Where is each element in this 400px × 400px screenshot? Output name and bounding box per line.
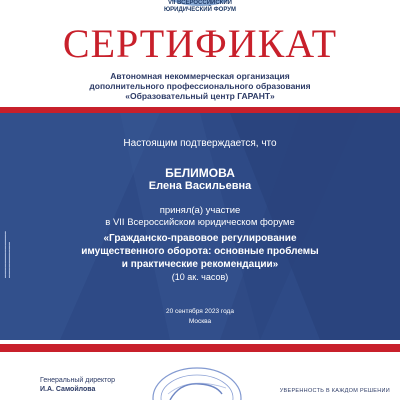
recipient-given-names: Елена Васильевна — [148, 180, 252, 192]
recipient-surname: БЕЛИМОВА — [165, 166, 235, 180]
vertical-fine-print: ▬▬▬▬▬▬▬▬▬▬▬▬▬ ▬▬▬▬▬▬▬▬▬▬ — [3, 231, 11, 278]
confirmation-text: Настоящим подтверждается, что — [123, 138, 277, 149]
organization-seal — [150, 364, 245, 400]
tricolor-stripe-top — [0, 105, 400, 113]
slogan: УВЕРЕННОСТЬ В КАЖДОМ РЕШЕНИИ — [279, 388, 390, 394]
organization-line-2: дополнительного профессионального образования — [89, 81, 311, 91]
issue-city: Москва — [188, 318, 212, 325]
forum-name-line-1: VII ВСЕРОССИЙСКИЙ — [168, 0, 232, 6]
topic-line-1: «Гражданско-правовое регулирование — [103, 233, 297, 244]
topic-line-3: и практические рекомендации» — [121, 259, 279, 270]
organization-line-3: «Образовательный центр ГАРАНТ» — [125, 91, 275, 101]
topic-line-2: имущественного оборота: основные проблемы — [81, 246, 319, 257]
director-name: И.А. Самойлова — [40, 386, 96, 393]
certificate-title: СЕРТИФИКАТ — [62, 21, 338, 66]
organization-line-1: Автономная некоммерческая организация — [110, 71, 290, 81]
issue-date: 20 сентября 2023 года — [166, 308, 234, 315]
participation-text-line-1: принял(а) участие — [159, 205, 241, 216]
forum-name-line-2: ЮРИДИЧЕСКИЙ ФОРУМ — [163, 7, 237, 13]
director-title: Генеральный директор — [40, 377, 116, 384]
tricolor-stripe-bottom — [0, 340, 400, 354]
academic-hours: (10 ак. часов) — [171, 272, 229, 282]
participation-text-line-2: в VII Всероссийском юридическом форуме — [105, 217, 295, 228]
